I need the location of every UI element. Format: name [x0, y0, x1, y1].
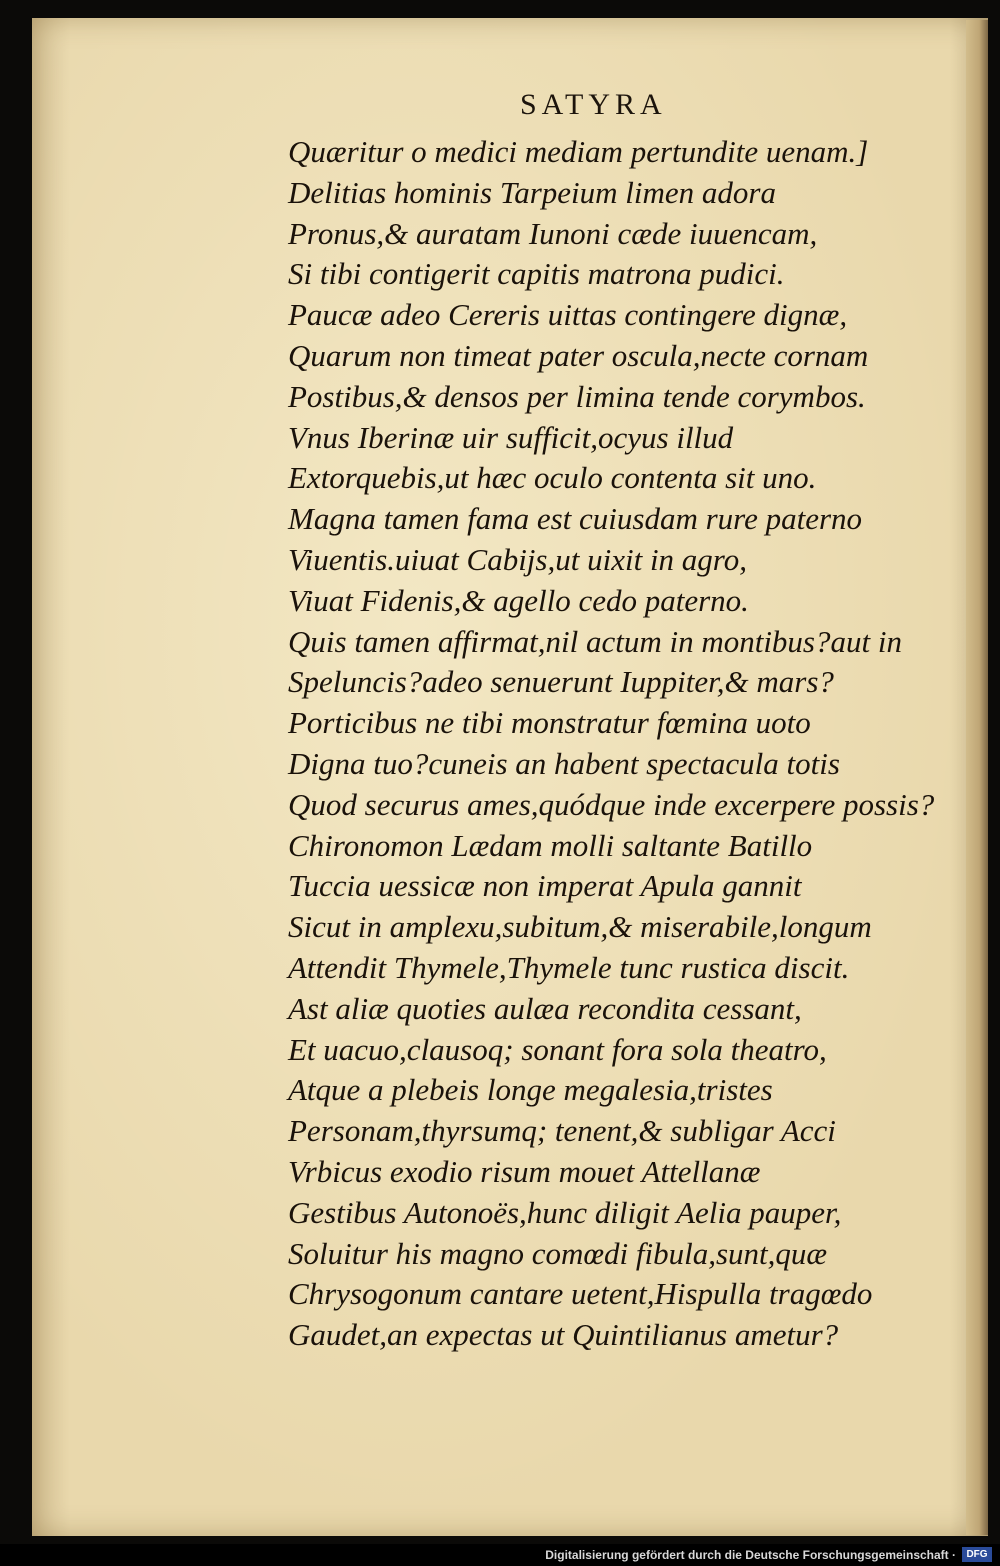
verse-line: Chrysogonum cantare uetent,Hispulla tragœdo: [288, 1276, 873, 1312]
verse-line: Magna tamen fama est cuiusdam rure paterno: [288, 501, 863, 537]
verse-line: Chironomon Lædam molli saltante Batillo: [288, 827, 813, 863]
verse-line: Extorquebis,ut hæc oculo contenta sit uno.: [288, 460, 817, 496]
verse-line: Digna tuo?cuneis an habent spectacula totis: [288, 745, 840, 781]
verse-line: Gestibus Autonoës,hunc diligit Aelia pauper,: [288, 1194, 842, 1230]
verse-line: Quod securus ames,quódque inde excerpere possis?: [288, 786, 935, 822]
verse-block: [288, 132, 938, 1356]
verse-line: Paucæ adeo Cereris uittas contingere dignæ,: [288, 297, 848, 333]
verse-line: Vrbicus exodio risum mouet Attellanæ: [288, 1153, 761, 1189]
verse-line: Vnus Iberinæ uir sufficit,ocyus illud: [288, 419, 734, 455]
verse-line: Quarum non timeat pater oscula,necte cornam: [288, 337, 869, 373]
verse-line: Sicut in amplexu,subitum,& miserabile,longum: [288, 909, 872, 945]
verse-line: Et uacuo,clausoq; sonant fora sola theatro,: [288, 1031, 827, 1067]
verse-line: Delitias hominis Tarpeium limen adora: [288, 174, 776, 210]
verse-line: Postibus,& densos per limina tende corymbos.: [288, 378, 866, 414]
verse-line: Soluitur his magno comœdi fibula,sunt,quæ: [288, 1235, 828, 1271]
verse-line: Attendit Thymele,Thymele tunc rustica discit.: [288, 949, 850, 985]
verse-line: Ast aliæ quoties aulæa recondita cessant,: [288, 990, 802, 1026]
verse-line: Personam,thyrsumq; tenent,& subligar Acci: [288, 1113, 836, 1149]
footer-bar: [0, 1544, 1000, 1566]
verse-line: Viuentis.uiuat Cabijs,ut uixit in agro,: [288, 541, 747, 577]
running-title: SATYRA: [520, 88, 667, 121]
verse-line: Si tibi contigerit capitis matrona pudici.: [288, 256, 785, 292]
verse-line: Viuat Fidenis,& agello cedo paterno.: [288, 582, 749, 618]
funding-credit: Digitalisierung gefördert durch die Deutsche Forschungsgemeinschaft ·: [545, 1548, 956, 1562]
verse-line: Quis tamen affirmat,nil actum in montibus?aut in: [288, 623, 902, 659]
verse-line: Gaudet,an expectas ut Quintilianus ametur?: [288, 1317, 839, 1353]
verse-line: Pronus,& auratam Iunoni cæde iuuencam,: [288, 215, 818, 251]
verse-line: Speluncis?adeo senuerunt Iuppiter,& mars?: [288, 664, 834, 700]
verse-line: Tuccia uessicæ non imperat Apula gannit: [288, 868, 802, 904]
verse-line: Atque a plebeis longe megalesia,tristes: [288, 1072, 773, 1108]
dfg-logo: DFG: [962, 1547, 992, 1562]
verse-line: Quæritur o medici mediam pertundite uenam.]: [288, 134, 869, 169]
verse-line: Porticibus ne tibi monstratur fœmina uoto: [288, 705, 811, 741]
facing-page-edge: [966, 20, 988, 1535]
